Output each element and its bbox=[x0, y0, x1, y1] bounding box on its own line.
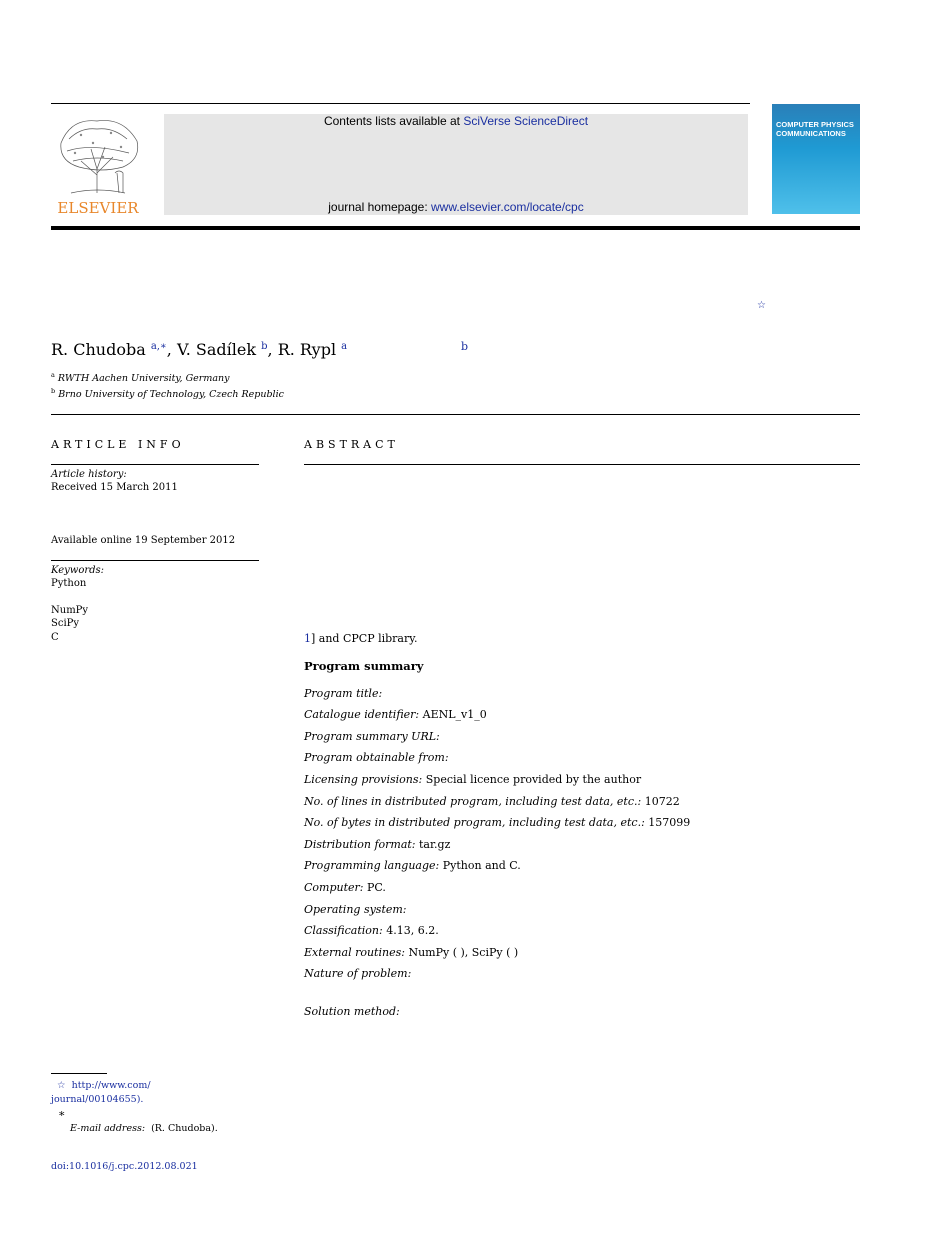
keywords-label: Keywords: bbox=[51, 565, 105, 576]
author-name: V. Sadílek bbox=[176, 340, 257, 359]
summary-item: External routines: NumPy ( ), SciPy ( ) bbox=[304, 946, 519, 959]
author-sup[interactable]: b bbox=[261, 341, 268, 352]
doi-link[interactable]: doi:10.1016/j.cpc.2012.08.021 bbox=[51, 1161, 198, 1172]
author-sup[interactable]: a,∗ bbox=[150, 341, 167, 352]
journal-homepage-link[interactable]: www.elsevier.com/locate/cpc bbox=[431, 200, 584, 214]
reference-link[interactable]: 1 bbox=[304, 632, 311, 645]
footnote-rule bbox=[51, 1073, 107, 1074]
summary-item: Licensing provisions: Special licence provided by the author bbox=[304, 773, 642, 786]
section-rule bbox=[51, 414, 860, 415]
article-info-heading: ARTICLE INFO bbox=[51, 438, 185, 451]
author-list: R. Chudoba $^{a,∗}$, V. Sadílek $^b$, R. Rypl $^a$ bbox=[51, 340, 348, 359]
summary-item: Programming language: Python and C. bbox=[304, 859, 521, 872]
keyword: Python bbox=[51, 578, 87, 589]
received-date: Received 15 March 2011 bbox=[51, 482, 178, 493]
summary-item: Nature of problem: bbox=[304, 967, 412, 980]
keyword: SciPy bbox=[51, 618, 80, 629]
corresponding-author-mark: ∗ bbox=[58, 1107, 66, 1120]
summary-item: Program title: bbox=[304, 687, 383, 700]
homepage-line: journal homepage: www.elsevier.com/locate/cpc bbox=[328, 200, 584, 214]
summary-item: Classification: 4.13, 6.2. bbox=[304, 924, 439, 937]
summary-item: Program summary URL: bbox=[304, 730, 440, 743]
history-label: Article history: bbox=[51, 469, 127, 480]
top-rule bbox=[51, 103, 750, 104]
publisher-name: ELSEVIER bbox=[57, 199, 139, 217]
author-sup[interactable]: a bbox=[341, 341, 348, 352]
solution-method-label: Solution method: bbox=[304, 1005, 400, 1018]
keyword: C bbox=[51, 632, 59, 643]
abstract-heading: ABSTRACT bbox=[304, 438, 399, 451]
footnote-link[interactable]: http://www.com/ bbox=[71, 1080, 151, 1091]
journal-banner bbox=[164, 114, 748, 215]
summary-item: No. of bytes in distributed program, including test data, etc.: 157099 bbox=[304, 816, 691, 829]
program-summary-heading: Program summary bbox=[304, 659, 424, 673]
author-name: R. Rypl bbox=[277, 340, 337, 359]
abstract-tail: 1] and CPCP library. bbox=[304, 632, 418, 645]
affiliation: $^b$ Brno University of Technology, Czech Republic bbox=[51, 387, 284, 400]
affiliation-ref[interactable]: b bbox=[461, 340, 469, 353]
divider bbox=[51, 464, 259, 465]
summary-item: No. of lines in distributed program, including test data, etc.: 10722 bbox=[304, 795, 680, 808]
summary-item: Computer: PC. bbox=[304, 881, 386, 894]
divider bbox=[304, 464, 860, 465]
cover-title: COMPUTER PHYSICS COMMUNICATIONS bbox=[776, 120, 854, 138]
contents-line: Contents lists available at SciVerse ScienceDirect bbox=[323, 114, 589, 128]
available-date: Available online 19 September 2012 bbox=[51, 535, 236, 546]
keyword: NumPy bbox=[51, 605, 89, 616]
star-footnote: ☆ http://www.com/ bbox=[57, 1080, 151, 1091]
footnote-link-continued[interactable]: journal/00104655). bbox=[51, 1094, 144, 1105]
summary-item: Catalogue identifier: AENL_v1_0 bbox=[304, 708, 487, 721]
summary-item: Distribution format: tar.gz bbox=[304, 838, 451, 851]
affiliation: $^a$ RWTH Aachen University, Germany bbox=[51, 371, 230, 384]
title-footnote-star[interactable]: ☆ bbox=[757, 300, 766, 311]
header-rule bbox=[51, 226, 860, 230]
email-footnote: E-mail address: (R. Chudoba). bbox=[70, 1123, 218, 1134]
divider bbox=[51, 560, 259, 561]
author-name: R. Chudoba bbox=[51, 340, 146, 359]
sciencedirect-link[interactable]: SciVerse ScienceDirect bbox=[463, 114, 589, 128]
summary-item: Program obtainable from: bbox=[304, 751, 449, 764]
journal-cover[interactable] bbox=[772, 104, 860, 214]
elsevier-logo[interactable] bbox=[51, 113, 145, 217]
summary-item: Operating system: bbox=[304, 903, 407, 916]
